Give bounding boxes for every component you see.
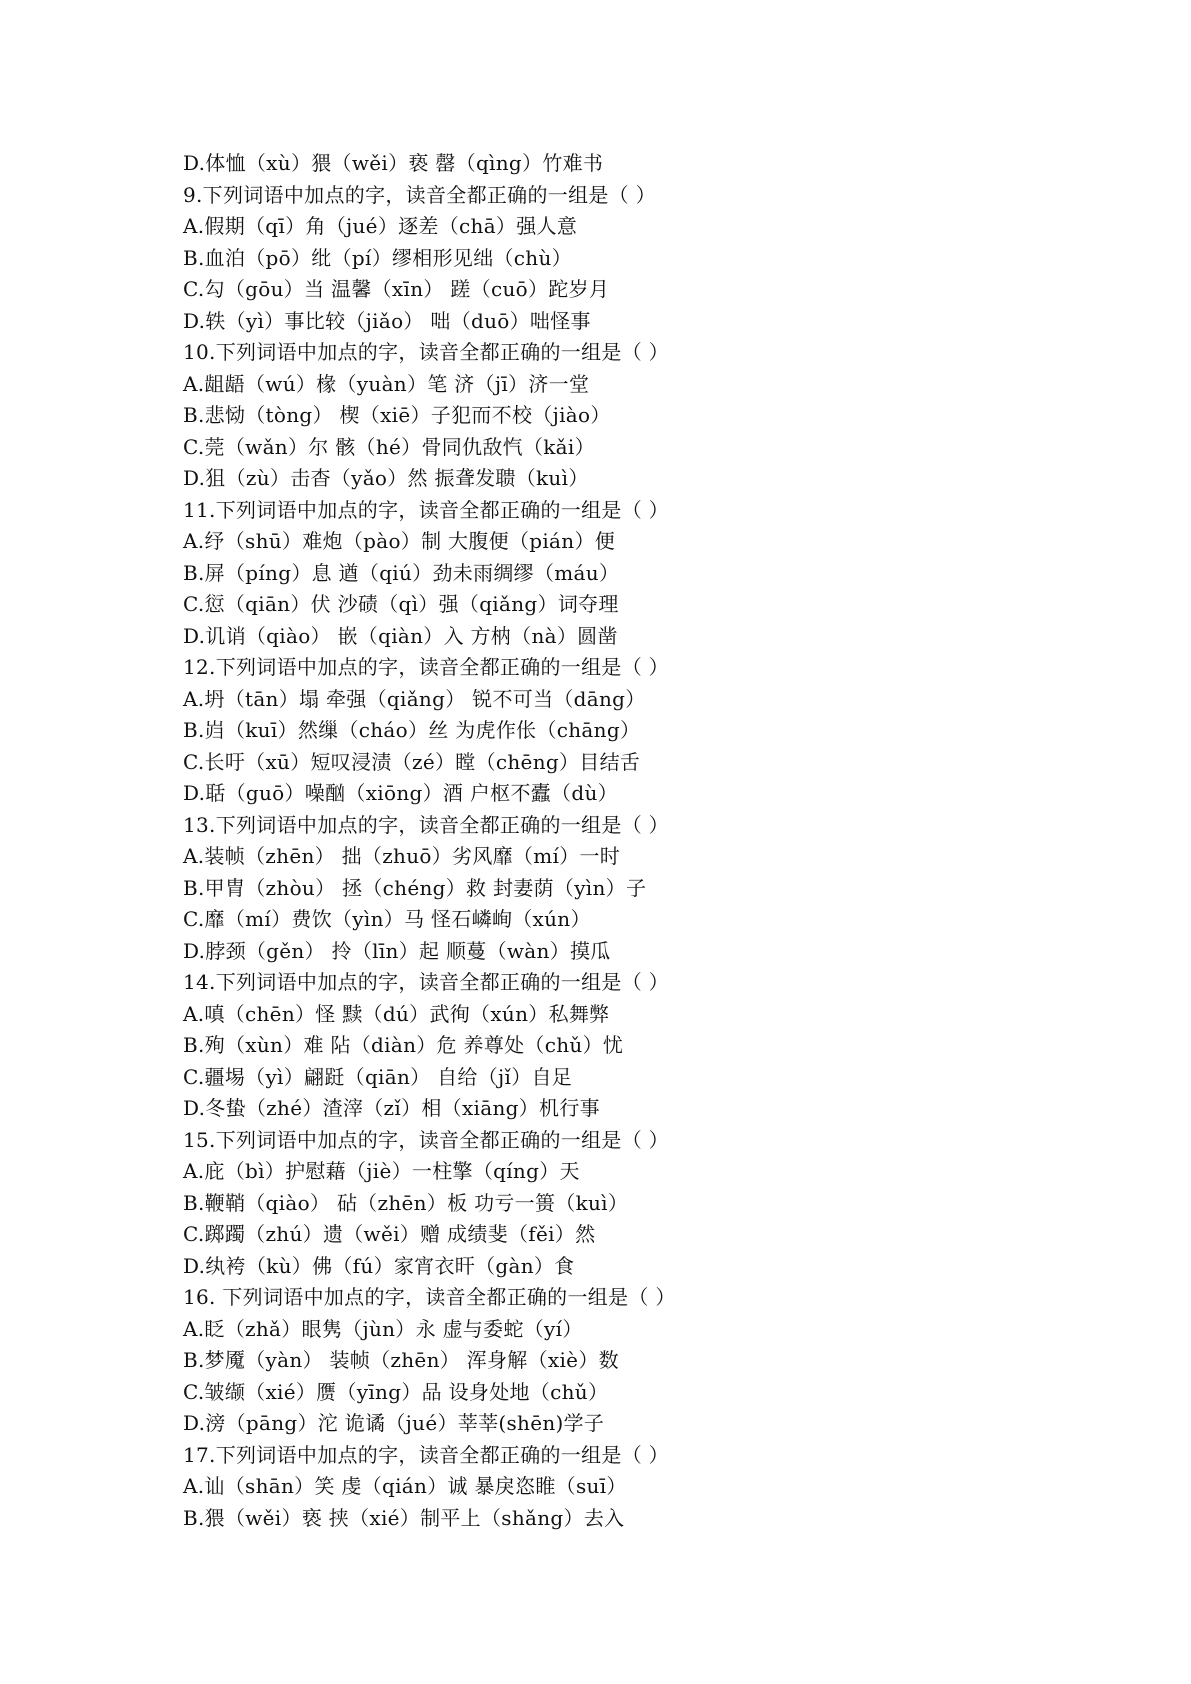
text-line: C.皱缬（xié）赝（yīng）品 设身处地（chǔ） xyxy=(183,1379,609,1404)
text-line: C.疆埸（yì）翩跹（qiān） 自给（jǐ）自足 xyxy=(183,1064,573,1089)
text-line: B.岿（kuī）然缫（cháo）丝 为虎作伥（chāng） xyxy=(183,718,641,742)
text-line: D.脖颈（gěn） 拎（līn）起 顺蔓（wàn）摸瓜 xyxy=(183,938,611,963)
text-line: C.靡（mí）费饮（yìn）马 怪石嶙峋（xún） xyxy=(183,907,591,931)
text-line: A.坍（tān）塌 牵强（qiǎng） 锐不可当（dāng） xyxy=(183,686,646,711)
text-line: B.殉（xùn）难 阽（diàn）危 养尊处（chǔ）忧 xyxy=(183,1033,624,1057)
text-line: C.莞（wǎn）尔 骸（hé）骨同仇敌忾（kǎi） xyxy=(183,434,595,459)
text-line: D.冬蛰（zhé）渣滓（zǐ）相（xiāng）机行事 xyxy=(183,1096,600,1120)
text-line: 9.下列词语中加点的字，读音全都正确的一组是（ ） xyxy=(183,182,656,207)
text-line: B.甲胄（zhòu） 拯（chéng）救 封妻荫（yìn）子 xyxy=(183,875,647,900)
text-line: D.聒（guō）噪酗（xiōng）酒 户枢不蠹（dù） xyxy=(183,781,618,805)
text-line: 16. 下列词语中加点的字，读音全都正确的一组是（ ） xyxy=(183,1285,676,1309)
text-line: 15.下列词语中加点的字，读音全都正确的一组是（ ） xyxy=(183,1127,669,1152)
text-line: 12.下列词语中加点的字，读音全都正确的一组是（ ） xyxy=(183,655,669,679)
text-line: C.长吁（xū）短叹浸渍（zé）瞠（chēng）目结舌 xyxy=(183,749,641,774)
text-line: D.狙（zù）击杳（yǎo）然 振聋发聩（kuì） xyxy=(183,466,589,490)
text-line: C.踯躅（zhú）遗（wěi）赠 成绩斐（fěi）然 xyxy=(183,1222,596,1246)
text-line: A.龃龉（wú）椽（yuàn）笔 济（jī）济一堂 xyxy=(183,371,590,396)
text-line: 10.下列词语中加点的字，读音全都正确的一组是（ ） xyxy=(183,340,669,364)
text-line: B.屏（píng）息 遒（qiú）劲未雨绸缪（máu） xyxy=(183,560,620,585)
text-line: A.纾（shū）难炮（pào）制 大腹便（pián）便 xyxy=(183,529,616,553)
text-line: B.猥（wěi）亵 挟（xié）制平上（shǎng）去入 xyxy=(183,1505,625,1530)
text-line: C.勾（gōu）当 温馨（xīn） 蹉（cuō）跎岁月 xyxy=(183,277,610,301)
text-line: 17.下列词语中加点的字，读音全都正确的一组是（ ） xyxy=(183,1442,669,1467)
text-line: 11.下列词语中加点的字，读音全都正确的一组是（ ） xyxy=(183,497,669,522)
text-line: A.庇（bì）护慰藉（jiè）一柱擎（qíng）天 xyxy=(183,1159,580,1183)
text-line: A.假期（qī）角（jué）逐差（chā）强人意 xyxy=(183,214,578,238)
document-page xyxy=(183,148,1143,1534)
text-line: D.纨袴（kù）佛（fú）家宵衣旰（gàn）食 xyxy=(183,1253,575,1278)
text-line: B.梦魇（yàn） 装帧（zhēn） 浑身解（xiè）数 xyxy=(183,1348,619,1372)
text-line: D.讥诮（qiào） 嵌（qiàn）入 方枘（nà）圆凿 xyxy=(183,623,618,648)
text-line: A.讪（shān）笑 虔（qián）诚 暴戾恣睢（suī） xyxy=(183,1474,627,1498)
text-line: C.愆（qiān）伏 沙碛（qì）强（qiǎng）词夺理 xyxy=(183,592,619,616)
text-line: B.悲恸（tòng） 楔（xiē）子犯而不校（jiào） xyxy=(183,403,611,427)
text-line: D.滂（pāng）沱 诡谲（jué）莘莘(shēn)学子 xyxy=(183,1411,605,1435)
text-line: A.装帧（zhēn） 拙（zhuō）劣风靡（mí）一时 xyxy=(183,844,621,868)
text-line: B.血泊（pō）纰（pí）缪相形见绌（chù） xyxy=(183,245,572,270)
text-line: D.体恤（xù）猥（wěi）亵 罄（qìng）竹难书 xyxy=(183,151,604,175)
text-line: A.嗔（chēn）怪 黩（dú）武徇（xún）私舞弊 xyxy=(183,1001,610,1026)
text-line: D.轶（yì）事比较（jiǎo） 咄（duō）咄怪事 xyxy=(183,308,591,333)
text-line: 14.下列词语中加点的字，读音全都正确的一组是（ ） xyxy=(183,970,669,994)
text-line: A.眨（zhǎ）眼隽（jùn）永 虚与委蛇（yí） xyxy=(183,1316,583,1341)
text-line: 13.下列词语中加点的字，读音全都正确的一组是（ ） xyxy=(183,812,669,837)
text-line: B.鞭鞘（qiào） 砧（zhēn）板 功亏一篑（kuì） xyxy=(183,1190,629,1215)
